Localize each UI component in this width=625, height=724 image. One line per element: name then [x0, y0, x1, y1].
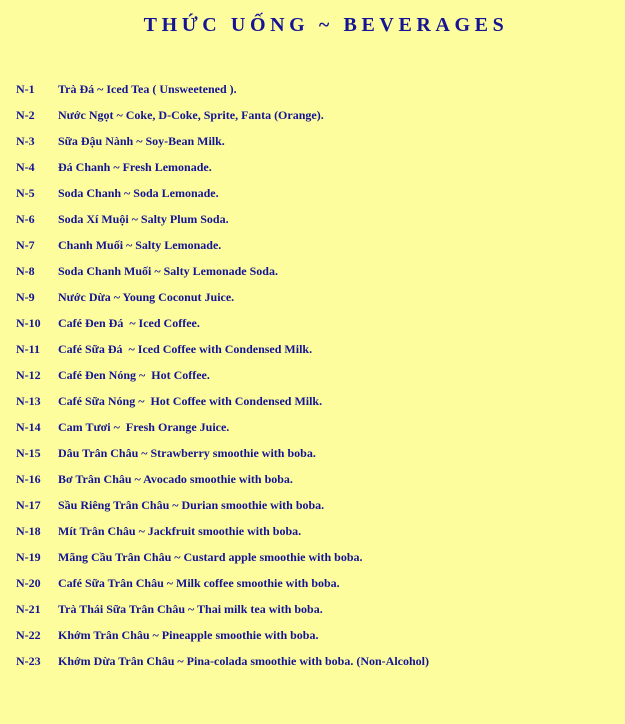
menu-item: [16, 498, 429, 524]
item-code: N-9: [16, 290, 35, 304]
menu-item: [16, 420, 429, 446]
item-description: Khớm Trân Châu ~ Pineapple smoothie with boba.: [58, 628, 319, 642]
item-code: N-22: [16, 628, 41, 642]
item-code: N-19: [16, 550, 41, 564]
item-description: Đá Chanh ~ Fresh Lemonade.: [58, 160, 212, 174]
item-description: Dâu Trân Châu ~ Strawberry smoothie with boba.: [58, 446, 316, 460]
menu-item: [16, 134, 429, 160]
item-code: N-18: [16, 524, 41, 538]
item-description: Café Đen Nóng ~ Hot Coffee.: [58, 368, 210, 382]
menu-item: [16, 602, 429, 628]
menu-item: [16, 212, 429, 238]
item-code: N-23: [16, 654, 41, 668]
page-title: THỨC UỐNG ~ BEVERAGES: [143, 14, 509, 36]
item-description: Soda Chanh Muối ~ Salty Lemonade Soda.: [58, 264, 278, 278]
item-description: Mãng Cầu Trân Châu ~ Custard apple smoothie with boba.: [58, 550, 363, 564]
item-code: N-14: [16, 420, 41, 434]
item-description: Bơ Trân Châu ~ Avocado smoothie with boba.: [58, 472, 293, 486]
item-description: Sầu Riêng Trân Châu ~ Durian smoothie with boba.: [58, 498, 325, 512]
item-code: N-4: [16, 160, 35, 174]
menu-item: [16, 264, 429, 290]
item-description: Mít Trân Châu ~ Jackfruit smoothie with boba.: [58, 524, 302, 538]
menu-item: [16, 550, 429, 576]
menu-item: [16, 524, 429, 550]
item-description: Khớm Dừa Trân Châu ~ Pina-colada smoothie with boba. (Non-Alcohol): [58, 654, 430, 668]
item-code: N-21: [16, 602, 41, 616]
menu-item: [16, 576, 429, 602]
item-code: N-3: [16, 134, 35, 148]
item-description: Chanh Muối ~ Salty Lemonade.: [58, 238, 222, 252]
item-description: Cam Tươi ~ Fresh Orange Juice.: [58, 420, 230, 434]
menu-item: [16, 108, 429, 134]
item-code: N-17: [16, 498, 41, 512]
item-code: N-11: [16, 342, 40, 356]
item-description: Café Đen Đá ~ Iced Coffee.: [58, 316, 200, 330]
item-code: N-7: [16, 238, 35, 252]
item-description: Soda Chanh ~ Soda Lemonade.: [58, 186, 219, 200]
item-description: Trà Thái Sữa Trân Châu ~ Thai milk tea with boba.: [58, 602, 323, 616]
menu-item: [16, 316, 429, 342]
item-description: Sữa Đậu Nành ~ Soy-Bean Milk.: [58, 134, 225, 148]
item-code: N-15: [16, 446, 41, 460]
item-code: N-1: [16, 82, 35, 96]
menu-item: [16, 446, 429, 472]
menu-item: [16, 654, 429, 680]
menu-item: [16, 186, 429, 212]
item-code: N-13: [16, 394, 41, 408]
item-code: N-6: [16, 212, 35, 226]
menu-item: [16, 160, 429, 186]
menu-item: [16, 290, 429, 316]
menu-item: [16, 238, 429, 264]
item-description: Café Sữa Trân Châu ~ Milk coffee smoothie with boba.: [58, 576, 340, 590]
item-description: Soda Xí Muội ~ Salty Plum Soda.: [58, 212, 229, 226]
item-code: N-8: [16, 264, 35, 278]
item-code: N-10: [16, 316, 41, 330]
menu-item: [16, 472, 429, 498]
menu-item: [16, 82, 429, 108]
item-description: Café Sữa Đá ~ Iced Coffee with Condensed Milk.: [58, 342, 313, 356]
item-code: N-16: [16, 472, 41, 486]
menu-item: [16, 628, 429, 654]
item-description: Trà Đá ~ Iced Tea ( Unsweetened ).: [58, 82, 237, 96]
menu-item: [16, 368, 429, 394]
item-code: N-2: [16, 108, 35, 122]
item-description: Nước Ngọt ~ Coke, D-Coke, Sprite, Fanta (Orange).: [58, 108, 324, 122]
beverage-list: [16, 82, 429, 680]
item-code: N-5: [16, 186, 35, 200]
menu-item: [16, 342, 429, 368]
item-code: N-12: [16, 368, 41, 382]
item-description: Nước Dừa ~ Young Coconut Juice.: [58, 290, 235, 304]
item-description: Café Sữa Nóng ~ Hot Coffee with Condensed Milk.: [58, 394, 323, 408]
item-code: N-20: [16, 576, 41, 590]
menu-item: [16, 394, 429, 420]
